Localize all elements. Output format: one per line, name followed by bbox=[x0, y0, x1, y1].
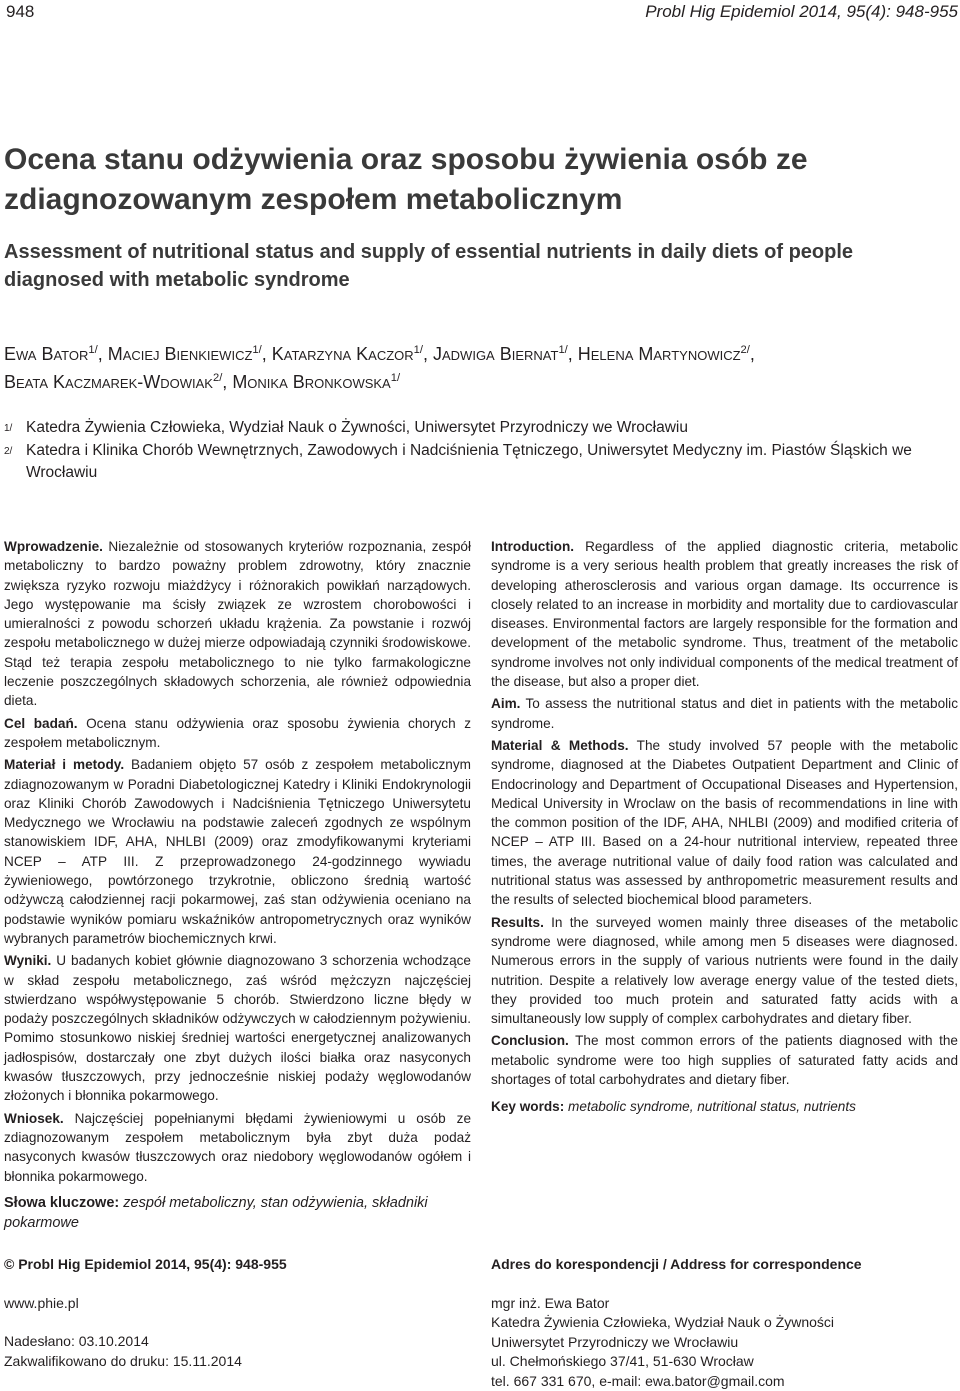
section-text: In the surveyed women mainly three diseases of the metabolic syndrome were diagnosed, while among men 5 diseases were diagnosed. Numerous errors in the supply of various nutrients were found in the daily nutrition. Despite a relatively low average energy value of the tested diets, they provided too much protein and saturated fatty acids with a simultaneously low supply of complex carbohydrates and dietary fiber. bbox=[491, 915, 958, 1026]
author-name: Jadwiga Biernat bbox=[433, 344, 558, 364]
section-text: Regardless of the applied diagnostic criteria, metabolic syndrome is a very serious health problem that greatly increases the risk of developing atherosclerosis and various organ damage. Its occurrence is closely related to an increase in morbidity and mortality due to cardiovascular diseases. Environmental factors are largely responsible for the formation and development of the metabolic syndrome. Thus, treatment of the metabolic syndrome involves not only individual components of the medical treatment of the disease, but also a proper diet. bbox=[491, 539, 958, 689]
abstract-section bbox=[4, 951, 471, 1105]
section-label: Results. bbox=[491, 915, 544, 930]
abstract-section bbox=[491, 736, 958, 910]
section-text: U badanych kobiet głównie diagnozowano 3 schorzenia wchodzące w skład zespołu metabolicznego, zaś wśród mężczyzn najczęściej stwierdzano współwystępowanie 5 chorób. Stwierdzono liczne błędy w podaży poszczególnych składników odżywczych w całodziennym pożywieniu. Pomimo stosunkowo niskiej średniej wartości energetycznej analizowanych jadłospisów, dostarczały one zbyt dużych ilości białka oraz nasyconych kwasów tłuszczowych, przy jednocześnie niskiej podaży węglowodanów złożonych i błonnika pokarmowego. bbox=[4, 953, 471, 1103]
affiliation-1 bbox=[4, 417, 954, 440]
copyright-citation: © Probl Hig Epidemiol 2014, 95(4): 948-955 bbox=[4, 1255, 471, 1275]
author-affiliation-marker: 2/ bbox=[741, 344, 750, 356]
abstract-polish bbox=[4, 537, 471, 1189]
accepted-date: Zakwalifikowano do druku: 15.11.2014 bbox=[4, 1352, 471, 1372]
author-affiliation-marker: 2/ bbox=[213, 372, 222, 384]
author-affiliation-marker: 1/ bbox=[252, 344, 261, 356]
keywords-label: Key words: bbox=[491, 1099, 564, 1114]
section-label: Cel badań. bbox=[4, 716, 78, 731]
publication-info bbox=[4, 1255, 471, 1371]
article-title-polish: Ocena stanu odżywienia oraz sposobu żywienia osób ze zdiagnozowanym zespołem metabolicznym bbox=[4, 140, 954, 220]
section-label: Wprowadzenie. bbox=[4, 539, 103, 554]
section-text: Najczęściej popełnianymi błędami żywieniowymi u osób ze zdiagnozowanym zespołem metabolicznym była zbyt duża podaż nasyconych kwasów tłuszczowych oraz niedobory węglowodanów ogółem i błonnika pokarmowego. bbox=[4, 1111, 471, 1184]
affiliation-text: Katedra Żywienia Człowieka, Wydział Nauk o Żywności, Uniwersytet Przyrodniczy we Wrocławiu bbox=[26, 417, 688, 440]
page-number: 948 bbox=[6, 2, 34, 22]
author-name: Beata Kaczmarek-Wdowiak bbox=[4, 372, 213, 392]
abstract-section bbox=[4, 537, 471, 711]
journal-citation-header: Probl Hig Epidemiol 2014, 95(4): 948-955 bbox=[645, 2, 958, 22]
section-label: Conclusion. bbox=[491, 1033, 569, 1048]
article-title-english: Assessment of nutritional status and supply of essential nutrients in daily diets of people diagnosed with metabolic syndrome bbox=[4, 238, 954, 294]
section-label: Material & Methods. bbox=[491, 738, 629, 753]
section-label: Materiał i metody. bbox=[4, 757, 124, 772]
author-affiliation-marker: 1/ bbox=[558, 344, 567, 356]
abstract-section bbox=[4, 755, 471, 948]
abstract-section bbox=[491, 913, 958, 1029]
affiliation-marker: 1/ bbox=[4, 417, 26, 440]
affiliation-marker: 2/ bbox=[4, 440, 26, 484]
section-text: Niezależnie od stosowanych kryteriów rozpoznania, zespół metaboliczny to bardzo poważny problem zdrowotny, który znacznie zwiększa ryzyko rozwoju miażdżycy i różnorakich powikłań narządowych. Jego występowanie ma ścisły związek ze wzrostem chorobowości i umieralności z powodu schorzeń układu krążenia. Za powstanie i rozwój zespołu metabolicznego w dużej mierze odpowiadają czynniki środowiskowe. Stąd też terapia zespołu metabolicznego to nie tylko farmakologiczne leczenie poszczególnych składowych schorzenia, ale również odpowiednia dieta. bbox=[4, 539, 471, 708]
affiliation-2 bbox=[4, 440, 954, 484]
author-affiliation-marker: 1/ bbox=[88, 344, 97, 356]
section-text: The study involved 57 people with the metabolic syndrome, diagnosed at the Diabetes Outpatient Department and Clinic of Endocrinology and Department of Occupational Diseases and Hypertension, Medical University in Wroclaw on the basis of recommendations in line with the common position of the IDF, AHA, NHLBI (2009) and modified criteria of NCEP – ATP III. Based on a 24-hour nutritional interview, repeated three times, the average nutritional value of daily food ration was calculated and nutritional status was assessed by anthropometric measurement results and the results of selected biochemical blood parameters. bbox=[491, 738, 958, 907]
correspondence-heading: Adres do korespondencji / Address for correspondence bbox=[491, 1255, 958, 1275]
received-date: Nadesłano: 03.10.2014 bbox=[4, 1332, 471, 1352]
abstract-section bbox=[4, 1109, 471, 1186]
correspondence-line: mgr inż. Ewa Bator bbox=[491, 1294, 958, 1314]
section-label: Wniosek. bbox=[4, 1111, 64, 1126]
keywords-label: Słowa kluczowe: bbox=[4, 1195, 119, 1211]
section-text: The most common errors of the patients diagnosed with the metabolic syndrome were too high supplies of saturated fatty acids and shortages of total carbohydrates and dietary fiber. bbox=[491, 1033, 958, 1087]
section-label: Aim. bbox=[491, 696, 520, 711]
author-affiliation-marker: 1/ bbox=[414, 344, 423, 356]
author-affiliation-marker: 1/ bbox=[391, 372, 400, 384]
section-text: To assess the nutritional status and diet in patients with the metabolic syndrome. bbox=[491, 696, 958, 730]
affiliation-text: Katedra i Klinika Chorób Wewnętrznych, Zawodowych i Nadciśnienia Tętniczego, Uniwersytet Medyczny im. Piastów Śląskich we Wrocławiu bbox=[26, 440, 954, 484]
author-name: Ewa Bator bbox=[4, 344, 88, 364]
correspondence-line: ul. Chełmońskiego 37/41, 51-630 Wrocław bbox=[491, 1352, 958, 1372]
section-text: Ocena stanu odżywienia oraz sposobu żywienia chorych z zespołem metabolicznym. bbox=[4, 716, 471, 750]
affiliation-list bbox=[4, 417, 954, 484]
correspondence-line: Katedra Żywienia Człowieka, Wydział Nauk o Żywności bbox=[491, 1313, 958, 1333]
abstract-section bbox=[491, 537, 958, 691]
keywords-polish bbox=[4, 1193, 471, 1233]
keywords-text: zespół metaboliczny, stan odżywienia, składniki pokarmowe bbox=[4, 1195, 428, 1231]
section-label: Introduction. bbox=[491, 539, 574, 554]
author-name: Maciej Bienkiewicz bbox=[108, 344, 253, 364]
keywords-english bbox=[491, 1097, 958, 1116]
abstract-section bbox=[491, 1031, 958, 1089]
abstract-section bbox=[491, 694, 958, 733]
correspondence-line[interactable]: tel. 667 331 670, e-mail: ewa.bator@gmail.com bbox=[491, 1372, 958, 1391]
section-text: Badaniem objęto 57 osób z zespołem metabolicznym zdiagnozowanym w Poradni Diabetologicznej Katedry i Kliniki Endokrynologii oraz Kliniki Chorób Zawodowych i Nadciśnienia Tętniczego Uniwersytetu Medycznego we Wrocławiu na podstawie zaleceń zgodnych ze wspólnym stanowiskiem IDF, AHA, NHLBI (2009) oraz zmodyfikowanymi kryteriami NCEP – ATP III. Z przeprowadzonego 24-godzinnego wywiadu żywieniowego, powtórzonego trzykrotnie, obliczono średnią wartość odżywczą całodziennej racji pokarmowej, zaś stan odżywienia oceniano na podstawie wyników pomiaru wskaźników antropometrycznych oraz wyników wybranych parametrów biochemicznych krwi. bbox=[4, 757, 471, 946]
abstract-english bbox=[491, 537, 958, 1120]
correspondence-line: Uniwersytet Przyrodniczy we Wrocławiu bbox=[491, 1333, 958, 1353]
author-name: Katarzyna Kaczor bbox=[272, 344, 414, 364]
section-label: Wyniki. bbox=[4, 953, 51, 968]
correspondence-address bbox=[491, 1255, 958, 1391]
author-name: Helena Martynowicz bbox=[578, 344, 741, 364]
author-list: Ewa Bator$^{1/}$, Maciej Bienkiewicz$^{1/}$, Katarzyna Kaczor$^{1/}$, Jadwiga Biernat$^{1/}$, Helena Martynowicz$^{2/}$, Beata Kaczmarek-Wdowiak$^{2/}$, Monika Bronkowska$^{1/}$ bbox=[4, 340, 954, 396]
author-name: Monika Bronkowska bbox=[232, 372, 390, 392]
abstract-section bbox=[4, 714, 471, 753]
keywords-text: metabolic syndrome, nutritional status, nutrients bbox=[564, 1099, 856, 1114]
journal-url[interactable]: www.phie.pl bbox=[4, 1294, 471, 1314]
